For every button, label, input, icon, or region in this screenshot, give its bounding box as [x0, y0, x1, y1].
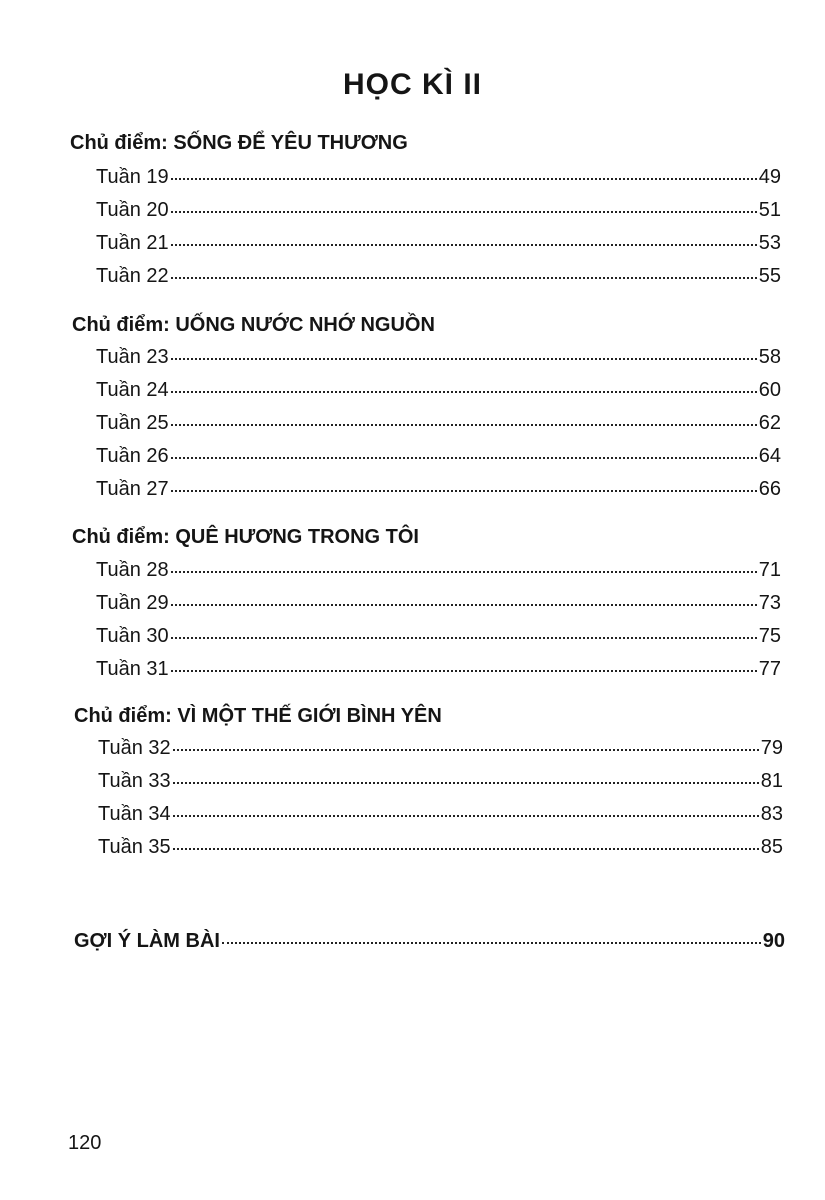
- toc-entry-page: 66: [758, 478, 781, 500]
- leader-dots: [222, 941, 761, 944]
- leader-dots: [171, 210, 757, 213]
- toc-entry-page: 51: [758, 199, 781, 221]
- toc-entry-label: Tuần 20: [96, 199, 169, 221]
- toc-entry[interactable]: [96, 379, 781, 402]
- leader-dots: [173, 781, 759, 784]
- toc-entry-label: Tuần 27: [96, 478, 169, 500]
- toc-entry[interactable]: [96, 478, 781, 501]
- leader-dots: [171, 177, 757, 180]
- toc-entry[interactable]: [96, 232, 781, 255]
- toc-entry[interactable]: [98, 803, 783, 826]
- toc-entry-label: Tuần 24: [96, 379, 169, 401]
- leader-dots: [173, 847, 759, 850]
- section-heading-vi-mot-the-gioi-binh-yen: Chủ điểm: VÌ MỘT THẾ GIỚI BÌNH YÊN: [74, 705, 442, 727]
- leader-dots: [171, 669, 757, 672]
- toc-entry-label: Tuần 32: [98, 737, 171, 759]
- toc-entry-label: Tuần 21: [96, 232, 169, 254]
- toc-entry[interactable]: [96, 412, 781, 435]
- toc-entry[interactable]: [98, 770, 783, 793]
- leader-dots: [173, 748, 759, 751]
- toc-entry[interactable]: [98, 836, 783, 859]
- section-heading-que-huong-trong-toi: Chủ điểm: QUÊ HƯƠNG TRONG TÔI: [72, 526, 419, 548]
- toc-entry[interactable]: [96, 559, 781, 582]
- leader-dots: [171, 243, 757, 246]
- toc-entry-label: Tuần 30: [96, 625, 169, 647]
- toc-entry[interactable]: [96, 658, 781, 681]
- toc-entry-page: 71: [758, 559, 781, 581]
- page-number: 120: [68, 1132, 102, 1154]
- leader-dots: [171, 456, 757, 459]
- toc-entry-label: Tuần 26: [96, 445, 169, 467]
- toc-entry[interactable]: [96, 445, 781, 468]
- leader-dots: [171, 390, 757, 393]
- toc-entry[interactable]: [96, 592, 781, 615]
- section-heading-uong-nuoc-nho-nguon: Chủ điểm: UỐNG NƯỚC NHỚ NGUỒN: [72, 314, 435, 336]
- toc-entry[interactable]: [96, 265, 781, 288]
- toc-entry-label: Tuần 29: [96, 592, 169, 614]
- toc-entry-page: 79: [760, 737, 783, 759]
- toc-entry-label: GỢI Ý LÀM BÀI: [74, 930, 220, 952]
- toc-entry[interactable]: [98, 737, 783, 760]
- toc-entry-label: Tuần 35: [98, 836, 171, 858]
- toc-entry-page: 58: [758, 346, 781, 368]
- toc-entry-hints[interactable]: [74, 930, 785, 953]
- toc-entry-page: 53: [758, 232, 781, 254]
- leader-dots: [171, 570, 757, 573]
- toc-entry[interactable]: [96, 625, 781, 648]
- toc-entry-page: 83: [760, 803, 783, 825]
- toc-entry[interactable]: [96, 199, 781, 222]
- toc-entry-page: 64: [758, 445, 781, 467]
- toc-entry-page: 62: [758, 412, 781, 434]
- toc-entry[interactable]: [96, 346, 781, 369]
- leader-dots: [171, 423, 757, 426]
- toc-entry-label: Tuần 33: [98, 770, 171, 792]
- toc-entry-label: Tuần 28: [96, 559, 169, 581]
- toc-entry[interactable]: [96, 166, 781, 189]
- toc-entry-page: 77: [758, 658, 781, 680]
- leader-dots: [171, 276, 757, 279]
- leader-dots: [171, 603, 757, 606]
- toc-entry-page: 73: [758, 592, 781, 614]
- leader-dots: [171, 489, 757, 492]
- toc-entry-page: 90: [762, 930, 785, 952]
- toc-entry-page: 75: [758, 625, 781, 647]
- leader-dots: [173, 814, 759, 817]
- section-heading-song-de-yeu-thuong: Chủ điểm: SỐNG ĐỂ YÊU THƯƠNG: [70, 132, 408, 154]
- toc-entry-page: 81: [760, 770, 783, 792]
- leader-dots: [171, 357, 757, 360]
- toc-entry-label: Tuần 22: [96, 265, 169, 287]
- toc-entry-page: 85: [760, 836, 783, 858]
- toc-entry-label: Tuần 23: [96, 346, 169, 368]
- toc-entry-page: 49: [758, 166, 781, 188]
- toc-entry-label: Tuần 25: [96, 412, 169, 434]
- toc-entry-label: Tuần 19: [96, 166, 169, 188]
- toc-entry-page: 55: [758, 265, 781, 287]
- toc-entry-label: Tuần 31: [96, 658, 169, 680]
- leader-dots: [171, 636, 757, 639]
- toc-entry-label: Tuần 34: [98, 803, 171, 825]
- page-title: HỌC KÌ II: [342, 68, 482, 101]
- toc-entry-page: 60: [758, 379, 781, 401]
